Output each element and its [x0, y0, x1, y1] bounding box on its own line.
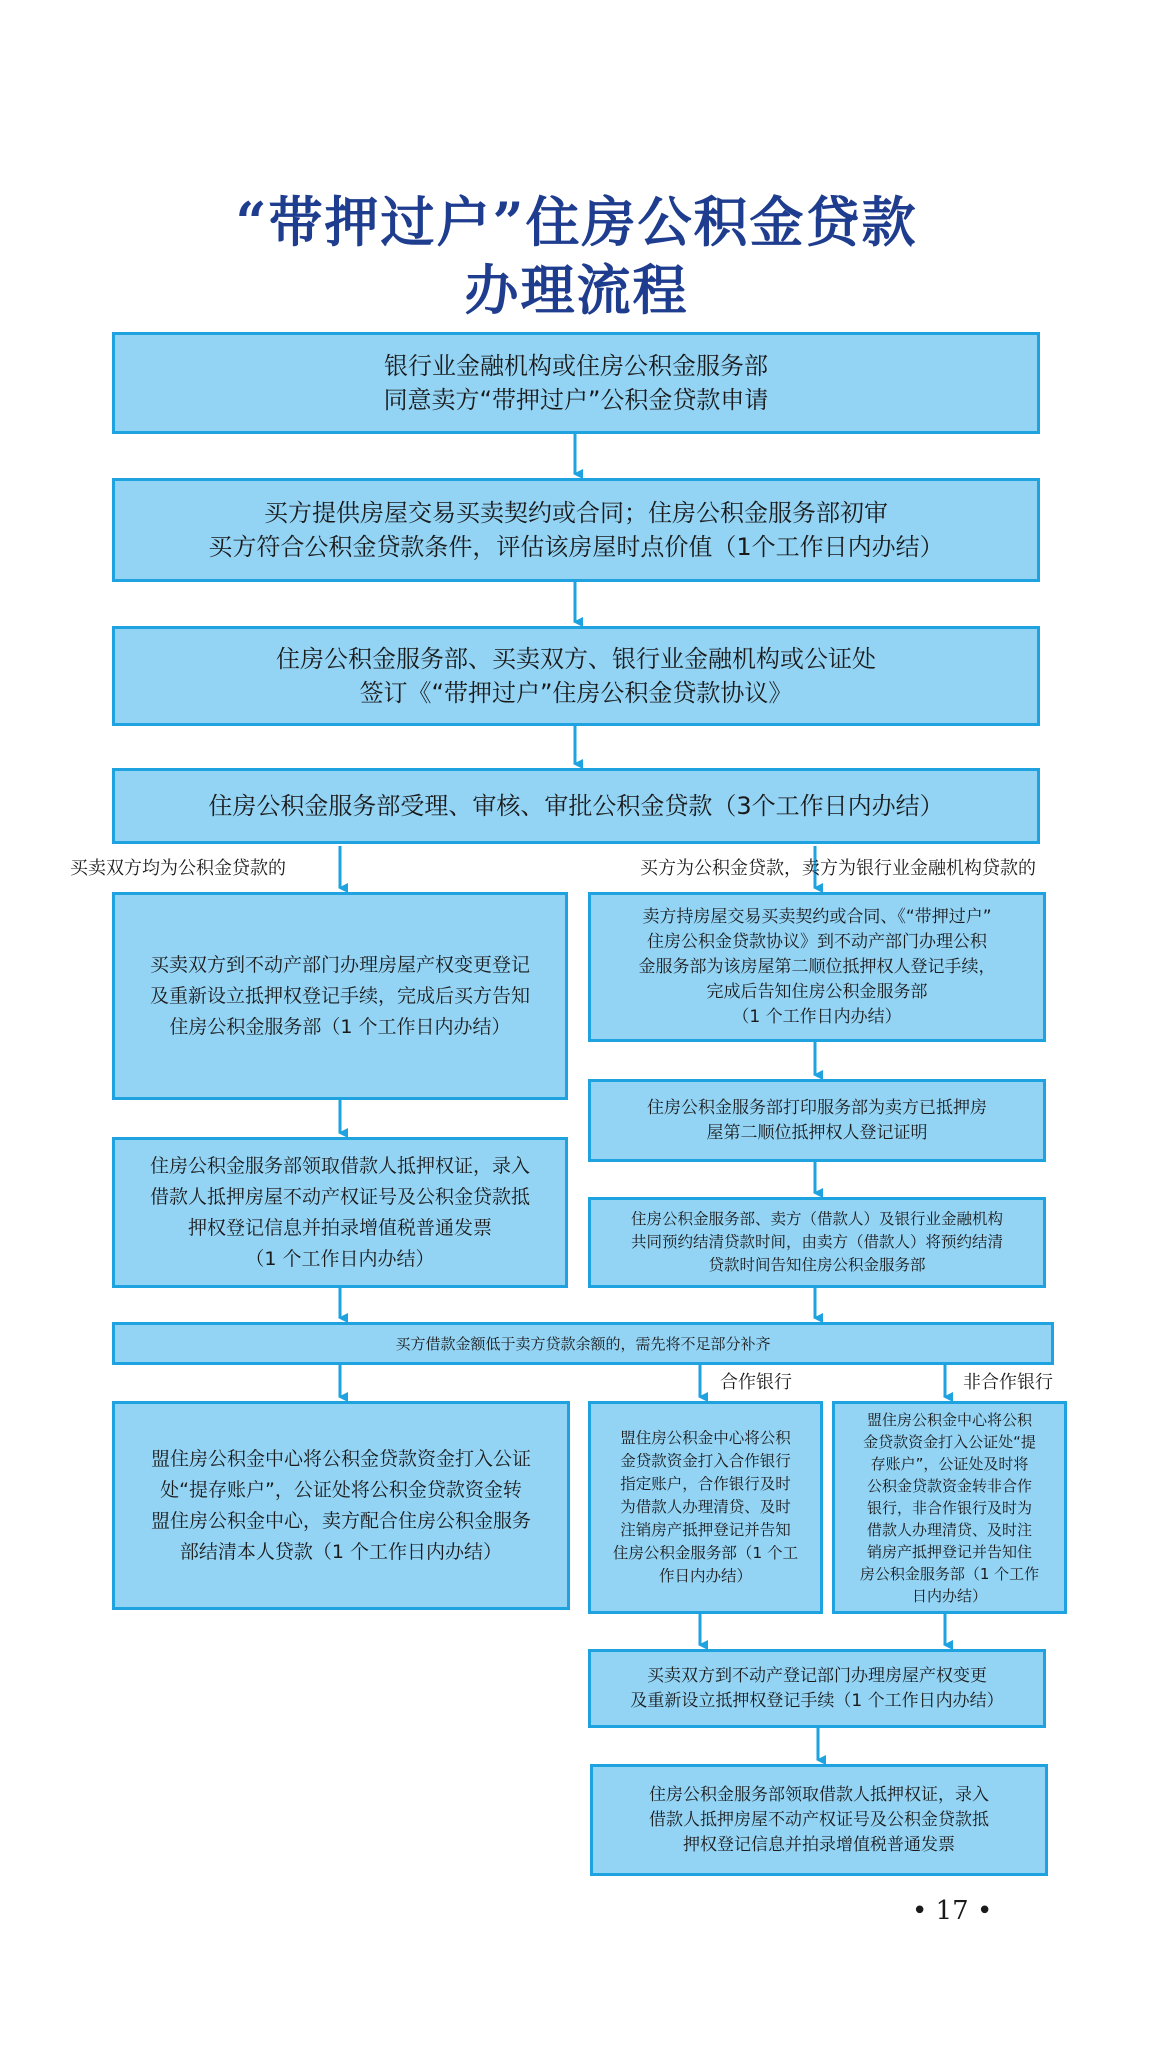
branch-label-both-fund: 买卖双方均为公积金贷款的: [70, 858, 286, 879]
page-title-line1: “带押过户”住房公积金贷款: [235, 190, 918, 254]
step-sign-agreement-text: 住房公积金服务部、买卖双方、银行业金融机构或公证处 签订《“带押过户”住房公积金贷款协议》: [276, 645, 876, 707]
step-right-print-certificate: [588, 1079, 1046, 1162]
step-preliminary-review-text: 买方提供房屋交易买卖契约或合同；住房公积金服务部初审 买方符合公积金贷款条件，评估该房屋时点价值（1个工作日内办结）: [208, 499, 944, 561]
step-coop-bank-payoff-text: 盟住房公积金中心将公积 金贷款资金打入合作银行 指定账户，合作银行及时 为借款人办理清贷、及时 注销房产抵押登记并告知 住房公积金服务部（1 个工 作日内办结）: [612, 1429, 799, 1585]
step-coop-bank-payoff: [588, 1401, 823, 1614]
step-final-property-transfer-text: 买卖双方到不动产登记部门办理房屋产权变更 及重新设立抵押权登记手续（1 个工作日内办结）: [630, 1665, 1004, 1711]
step-right-second-mortgagee-registration-text: 卖方持房屋交易买卖契约或合同、《“带押过户” 住房公积金贷款协议》到不动产部门办理公积 金服务部为该房屋第二顺位抵押权人登记手续， 完成后告知住房公积金服务部 （1 个工作日内办结）: [638, 906, 996, 1027]
page-title-line2: 办理流程: [464, 258, 689, 322]
step-right-print-certificate-text: 住房公积金服务部打印服务部为卖方已抵押房 屋第二顺位抵押权人登记证明: [647, 1097, 987, 1143]
branch-label-buyer-fund-seller-bank: 买方为公积金贷款，卖方为银行业金融机构贷款的: [640, 858, 1036, 879]
step-noncoop-bank-payoff: [832, 1401, 1067, 1614]
step-left-property-transfer-text: 买卖双方到不动产部门办理房屋产权变更登记 及重新设立抵押权登记手续，完成后买方告知 住房公积金服务部（1 个工作日内办结）: [149, 953, 530, 1038]
step-make-up-shortfall-text: 买方借款金额低于卖方贷款余额的，需先将不足部分补齐: [395, 1334, 771, 1353]
step-sign-agreement: [112, 626, 1040, 726]
step-left-collect-certificate-text: 住房公积金服务部领取借款人抵押权证，录入 借款人抵押房屋不动产权证号及公积金贷款抵 押权登记信息并拍录增值税普通发票 （1 个工作日内办结）: [149, 1154, 530, 1270]
page-number: • 17 •: [912, 1896, 993, 1926]
branch-label-coop-bank: 合作银行: [720, 1372, 792, 1393]
step-final-property-transfer: [588, 1649, 1046, 1728]
step-loan-application-agreed: [112, 332, 1040, 434]
step-preliminary-review: [112, 478, 1040, 582]
step-right-schedule-payoff-text: 住房公积金服务部、卖方（借款人）及银行业金融机构 共同预约结清贷款时间，由卖方（借款人）将预约结清 贷款时间告知住房公积金服务部: [630, 1210, 1003, 1274]
step-left-collect-certificate: [112, 1137, 568, 1288]
step-noncoop-bank-payoff-text: 盟住房公积金中心将公积 金贷款资金打入公证处“提 存账户”，公证处及时将 公积金贷款资金转非合作 银行，非合作银行及时为 借款人办理清贷、及时注 销房产抵押登记并告知住 房公积金服务部（1 个工作 日内办结）: [859, 1410, 1040, 1605]
branch-label-noncoop-bank: 非合作银行: [963, 1372, 1053, 1393]
step-loan-application-agreed-text: 银行业金融机构或住房公积金服务部 同意卖方“带押过户”公积金贷款申请: [383, 352, 769, 414]
step-left-property-transfer: [112, 892, 568, 1100]
step-right-schedule-payoff: [588, 1197, 1046, 1288]
step-accept-review-approve-text: 住房公积金服务部受理、审核、审批公积金贷款（3个工作日内办结）: [208, 792, 944, 820]
step-final-collect-certificate: [590, 1764, 1048, 1876]
step-make-up-shortfall: [112, 1322, 1054, 1365]
step-final-collect-certificate-text: 住房公积金服务部领取借款人抵押权证，录入 借款人抵押房屋不动产权证号及公积金贷款抵 押权登记信息并拍录增值税普通发票: [649, 1784, 989, 1855]
step-funds-to-notary: [112, 1401, 570, 1610]
step-accept-review-approve: [112, 768, 1040, 844]
step-right-second-mortgagee-registration: [588, 892, 1046, 1042]
step-funds-to-notary-text: 盟住房公积金中心将公积金贷款资金打入公证 处“提存账户”，公证处将公积金贷款资金转 盟住房公积金中心，卖方配合住房公积金服务 部结清本人贷款（1 个工作日内办结）: [150, 1447, 531, 1563]
